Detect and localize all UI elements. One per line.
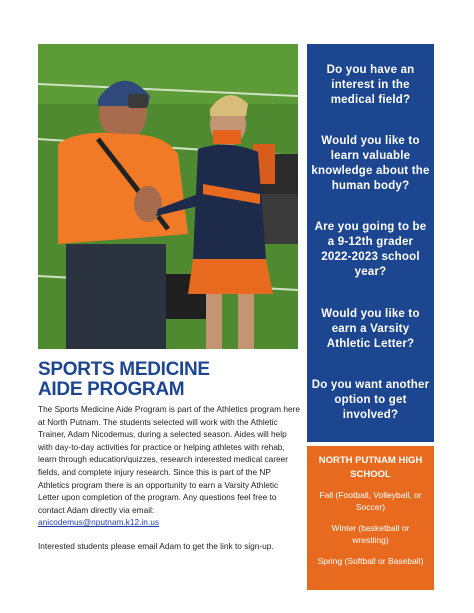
program-description: The Sports Medicine Aide Program is part of the Athletics program here at North Putnam. The students selected will work with the Athletic Trainer, Adam Nicodemus, during a selected season. Aides will help with day-to-day activities for practice or helping athletes with rehab, learn through education/quizzes, research interested medical career fields, and complete injury research. Since this is part of the NP Athletics program there is an opportunity to earn a Varsity Athletic Letter upon completion of the program. Any questions feel free to contact Adam directly via email: [38,404,300,515]
question-body-knowledge: Would you like to learn valuable knowledge about the human body? [311,135,430,193]
signup-instructions: Interested students please email Adam to get the link to sign-up. [38,541,274,551]
questions-panel [307,44,434,442]
school-seasons-panel [307,446,434,590]
program-title-line2: AIDE PROGRAM [38,379,185,400]
question-get-involved: Do you want another option to get involved? [311,378,430,421]
school-name: NORTH PUTNAM HIGH SCHOOL [318,455,423,480]
season-fall: Fall (Football, Volleyball, or Soccer) [319,490,422,512]
question-grade-eligibility: Are you going to be a 9-12th grader 2022-2023 school year? [314,221,427,279]
trainer-cheerleader-photo [38,44,298,349]
program-title [38,360,298,400]
question-medical-interest: Do you have an interest in the medical field? [326,64,415,107]
program-title-line1: SPORTS MEDICINE [38,359,210,380]
season-spring: Spring (Softball or Baseball) [317,556,424,566]
question-varsity-letter: Would you like to earn a Varsity Athletic Letter? [321,307,420,350]
contact-email-link[interactable]: anicodemus@nputnam.k12.in.us [38,517,159,528]
season-winter: Winter (basketball or wrestling) [331,523,410,545]
program-description-block [38,403,300,529]
